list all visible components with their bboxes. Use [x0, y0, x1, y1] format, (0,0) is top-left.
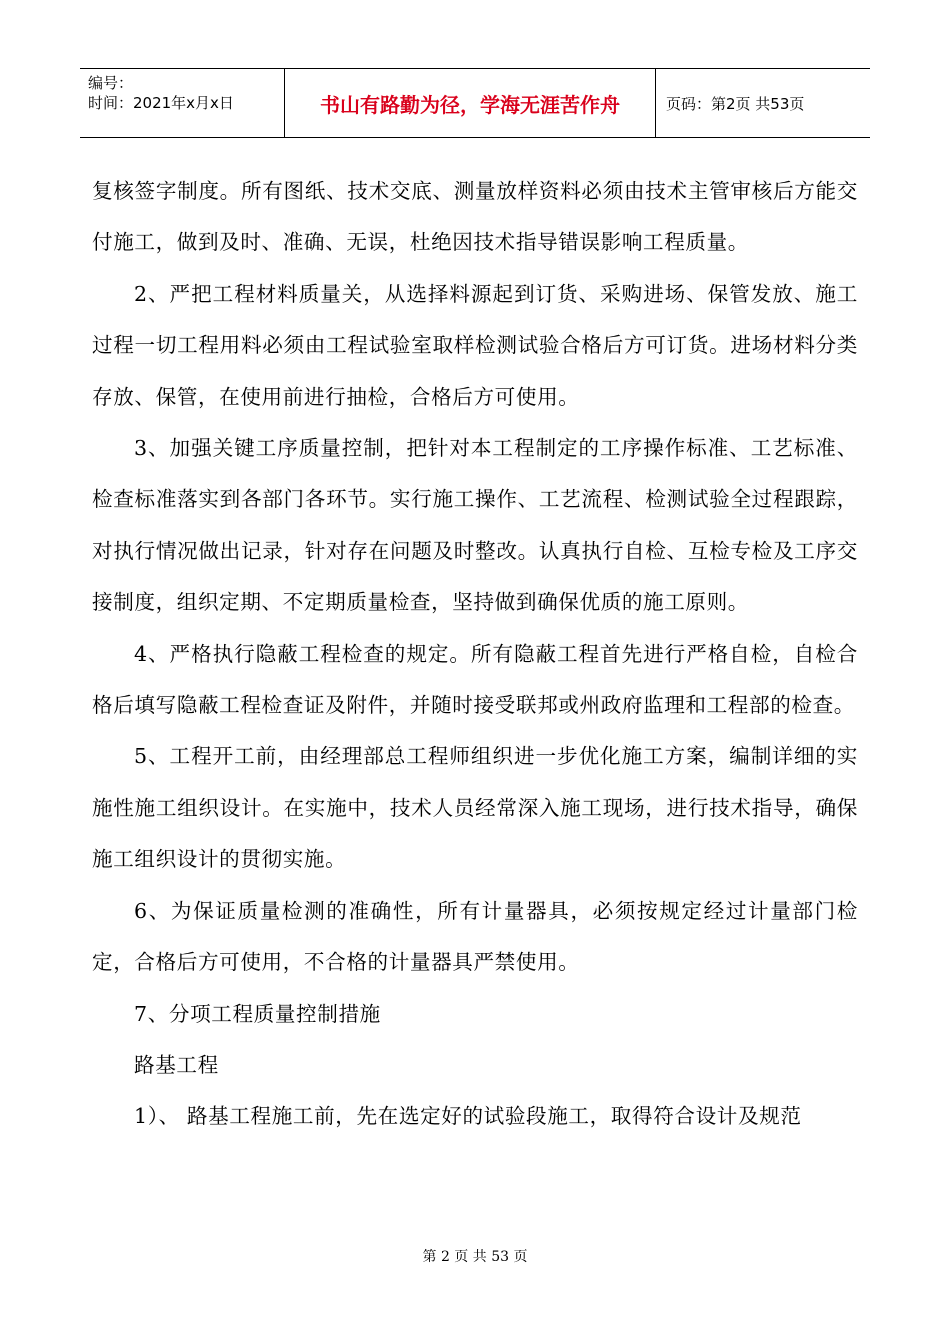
paragraph: 2、严把工程材料质量关，从选择料源起到订货、采购进场、保管发放、施工过程一切工程用料必须由工程试验室取样检测试验合格后方可订货。进场材料分类存放、保管，在使用前进行抽检，合格后方可使用。 [92, 281, 858, 409]
document-date: 时间：2021年x月x日 [88, 94, 234, 112]
subsection-heading: 路基工程 [134, 1052, 219, 1077]
header-motto: 书山有路勤为径，学海无涯苦作舟 [284, 69, 656, 137]
paragraph: 5、工程开工前，由经理部总工程师组织进一步优化施工方案，编制详细的实施性施工组织设计。在实施中，技术人员经常深入施工现场，进行技术指导，确保施工组织设计的贯彻实施。 [92, 744, 858, 872]
paragraph: 3、加强关键工序质量控制，把针对本工程制定的工序操作标准、工艺标准、检查标准落实到各部门各环节。实行施工操作、工艺流程、检测试验全过程跟踪，对执行情况做出记录，针对存在问题及时整改。认真执行自检、互检专检及工序交接制度，组织定期、不定期质量检查，坚持做到确保优质的施工原则。 [92, 436, 858, 615]
header-meta [80, 69, 284, 137]
paragraph: 6、为保证质量检测的准确性，所有计量器具，必须按规定经过计量部门检定，合格后方可使用，不合格的计量器具严禁使用。 [92, 898, 858, 975]
section-heading: 7、分项工程质量控制措施 [134, 1001, 381, 1026]
document-body [92, 166, 858, 1143]
paragraph: 复核签字制度。所有图纸、技术交底、测量放样资料必须由技术主管审核后方能交付施工，做到及时、准确、无误，杜绝因技术指导错误影响工程质量。 [92, 179, 858, 255]
page-header [80, 68, 870, 138]
paragraph: 1）、 路基工程施工前，先在选定好的试验段施工，取得符合设计及规范 [134, 1104, 802, 1129]
document-number-label: 编号： [88, 74, 134, 92]
paragraph: 4、严格执行隐蔽工程检查的规定。所有隐蔽工程首先进行严格自检，自检合格后填写隐蔽工程检查证及附件，并随时接受联邦或州政府监理和工程部的检查。 [92, 641, 858, 718]
header-page-info: 页码：第2页 共53页 [666, 94, 805, 113]
page-footer: 第 2 页 共 53 页 [422, 1249, 528, 1265]
